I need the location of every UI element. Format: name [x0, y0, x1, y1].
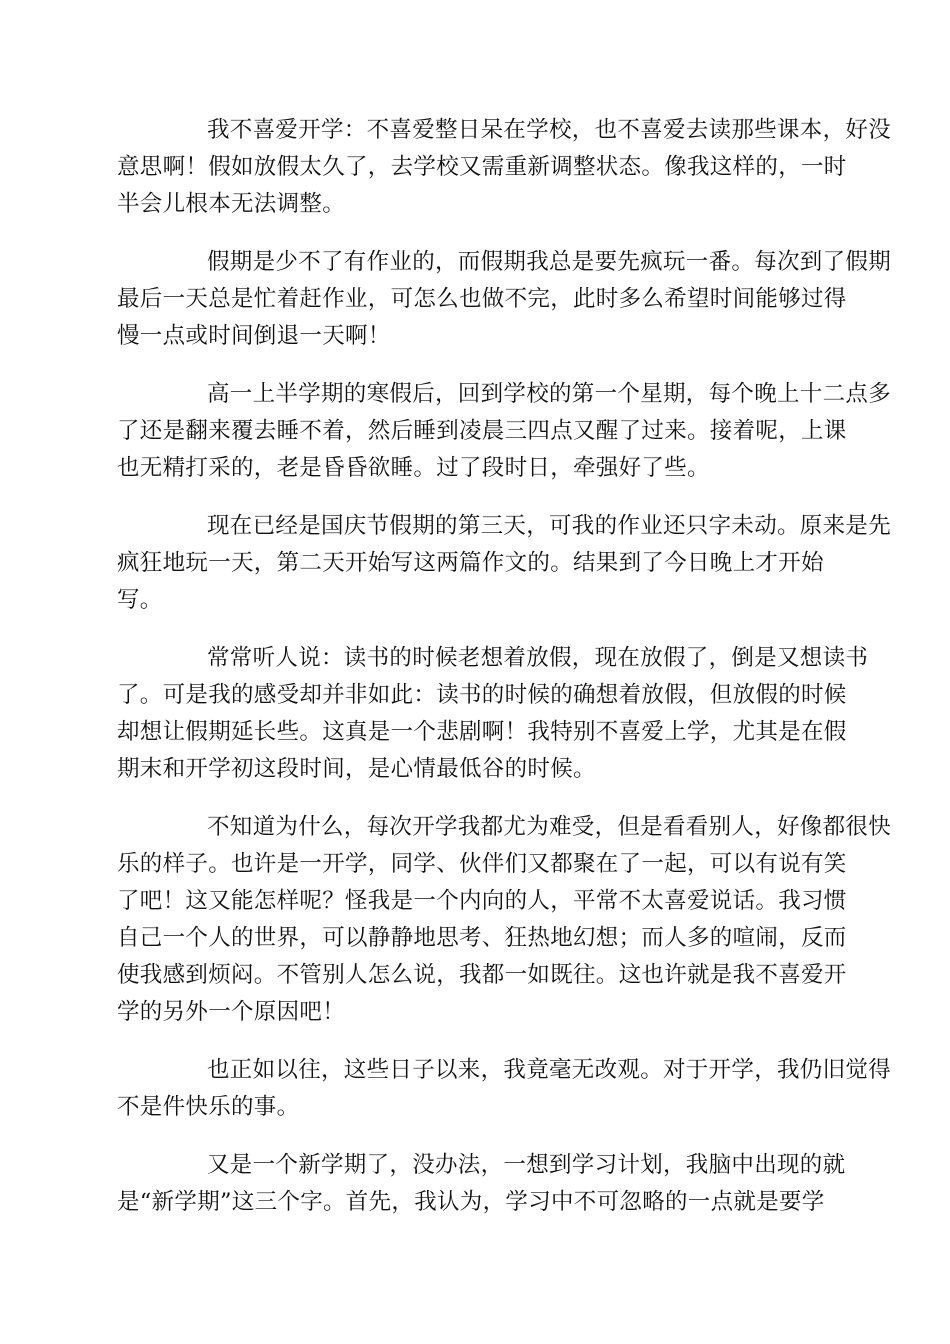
text-line: 我不喜爱开学：不喜爱整日呆在学校，也不喜爱去读那些课本，好没 — [207, 117, 892, 143]
text-line: 意思啊！假如放假太久了，去学校又需重新调整状态。像我这样的，一时 — [117, 154, 847, 180]
text-line: 使我感到烦闷。不管别人怎么说，我都一如既往。这也许就是我不喜爱开 — [117, 962, 847, 988]
text-line: 写。 — [117, 587, 163, 613]
paragraph — [117, 376, 892, 487]
text-line: 学的另外一个原因吧！ — [117, 999, 346, 1025]
text-line: 也无精打采的，老是昏昏欲睡。过了段时日，牵强好了些。 — [117, 455, 710, 481]
paragraph — [117, 112, 892, 223]
text-line: 不知道为什么，每次开学我都尤为难受，但是看看别人，好像都很快 — [207, 814, 892, 840]
text-line: 是“新学期”这三个字。首先，我认为，学习中不可忽略的一点就是要学 — [117, 1189, 825, 1215]
text-line: 疯狂地玩一天，第二天开始写这两篇作文的。结果到了今日晚上才开始 — [117, 550, 824, 576]
text-line: 不是件快乐的事。 — [117, 1094, 300, 1120]
text-line: 了吧！这又能怎样呢？怪我是一个内向的人，平常不太喜爱说话。我习惯 — [117, 888, 847, 914]
text-line: 却想让假期延长些。这真是一个悲剧啊！我特别不喜爱上学，尤其是在假 — [117, 719, 847, 745]
paragraph — [117, 1052, 892, 1126]
text-line: 高一上半学期的寒假后，回到学校的第一个星期，每个晚上十二点多 — [207, 381, 892, 407]
text-line: 常常听人说：读书的时候老想着放假，现在放假了，倒是又想读书 — [207, 645, 869, 671]
text-line: 最后一天总是忙着赶作业，可怎么也做不完，此时多么希望时间能够过得 — [117, 286, 847, 312]
text-line: 又是一个新学期了，没办法，一想到学习计划，我脑中出现的就 — [207, 1152, 846, 1178]
text-line: 慢一点或时间倒退一天啊！ — [117, 323, 391, 349]
text-line: 也正如以往，这些日子以来，我竟毫无改观。对于开学，我仍旧觉得 — [207, 1057, 892, 1083]
text-line: 了。可是我的感受却并非如此：读书的时候的确想着放假，但放假的时候 — [117, 682, 847, 708]
text-line: 假期是少不了有作业的，而假期我总是要先疯玩一番。每次到了假期 — [207, 249, 892, 275]
paragraph — [117, 640, 869, 788]
document-body — [117, 112, 892, 1242]
text-line: 期末和开学初这段时间，是心情最低谷的时候。 — [117, 756, 596, 782]
paragraph — [117, 1147, 846, 1221]
text-line: 自己一个人的世界，可以静静地思考、狂热地幻想；而人多的喧闹，反而 — [117, 925, 847, 951]
text-line: 现在已经是国庆节假期的第三天，可我的作业还只字未动。原来是先 — [207, 513, 892, 539]
text-line: 半会儿根本无法调整。 — [117, 191, 346, 217]
paragraph — [117, 244, 892, 355]
text-line: 乐的样子。也许是一开学，同学、伙伴们又都聚在了一起，可以有说有笑 — [117, 851, 847, 877]
text-line: 了还是翻来覆去睡不着，然后睡到凌晨三四点又醒了过来。接着呢，上课 — [117, 418, 847, 444]
paragraph — [117, 809, 892, 1031]
paragraph — [117, 508, 892, 619]
